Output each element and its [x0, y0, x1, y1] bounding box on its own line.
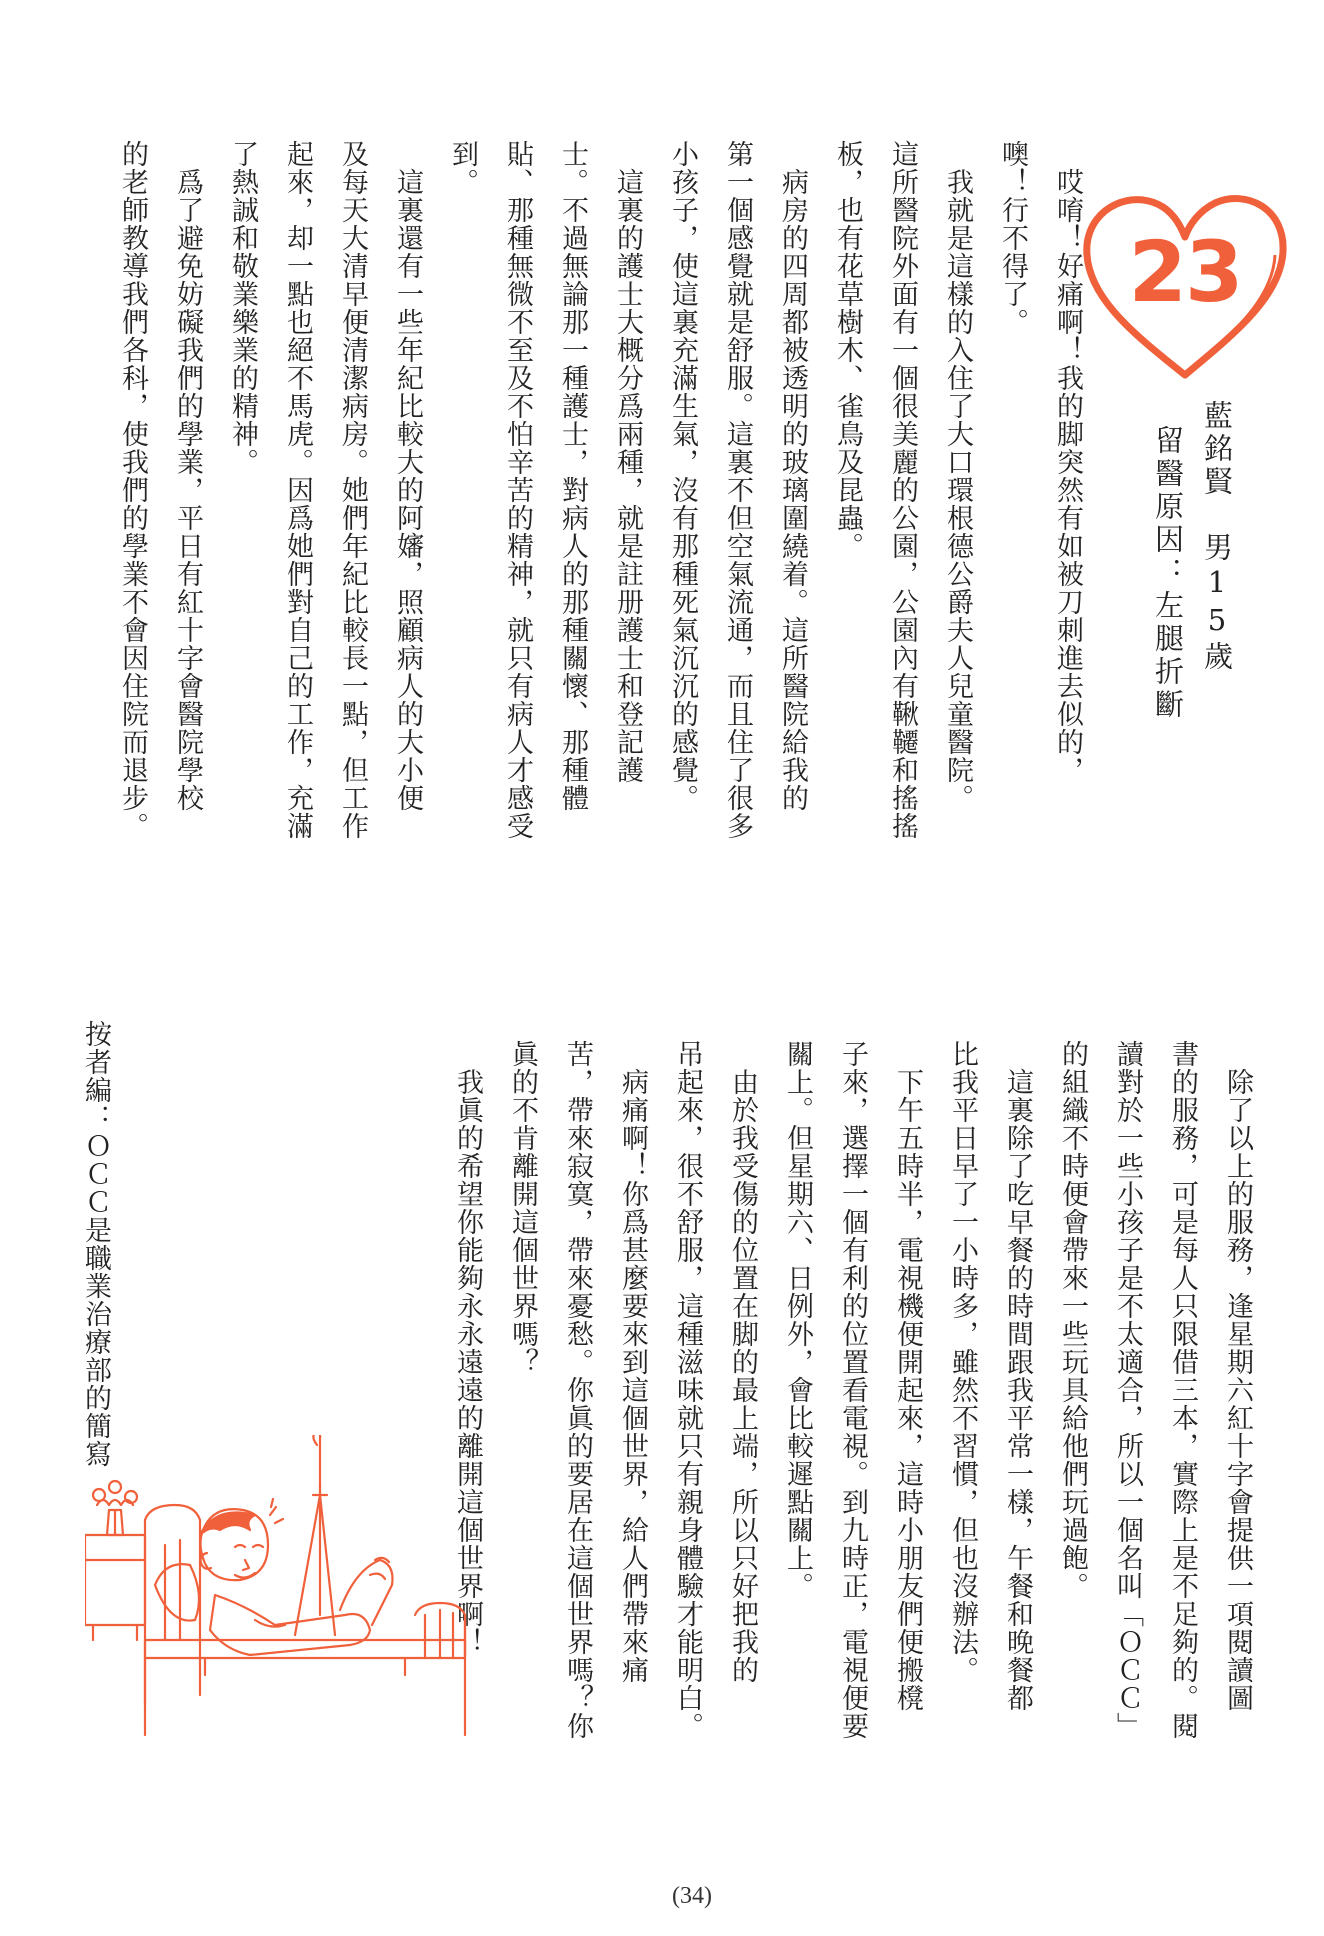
article-body-top: 哎唷！好痛啊！我的脚突然有如被刀刺進去似的， 噢！行不得了。 我就是這樣的入住了大口環根德公爵夫人兒童醫院。 這所醫院外面有一個很美麗的公園，公園內有鞦韆和搖搖 板，也有花草樹木、雀鳥及昆蟲。 病房的四周都被透明的玻璃圍繞着。這所醫院給我的 第一個感覺就是舒服。這裏不但空氣流通，而且住了很多 小孩子，使這裏充滿生氣，沒有那種死氣沉沉的感覺。 這裏的護士大概分爲兩種，就是註册護士和登記護 士。不過無論那一種護士，對病人的那種關懷、那種體 貼、那種無微不至及不怕辛苦的精神，就只有病人才感受 到。 這裏還有一些年紀比較大的阿嬸，照顧病人的大小便 及每天大清早便清潔病房。她們年紀比較長一點，但工作 起來，却一點也絕不馬虎。因爲她們對自己的工作，充滿 了熱誠和敬業樂業的精神。 爲了避免妨礙我們的學業，平日有紅十字會醫院學校 的老師教導我們各科，使我們的學業不會因住院而退步。 [117, 140, 1083, 840]
story-number: 23 [1128, 223, 1242, 321]
story-number-badge [1075, 185, 1295, 385]
page-number: (34) [672, 1883, 712, 1909]
hospital-bed-illustration [85, 1435, 475, 1745]
boy-in-hospital-bed-illustration [85, 1435, 475, 1745]
hospitalization-reason: 留醫原因：左腿折斷 [1151, 425, 1185, 722]
article-body-bottom: 除了以上的服務，逢星期六紅十字會提供一項閱讀圖 書的服務，可是每人只限借三本，實際上是不足夠的。閱 讀對於一些小孩子是不太適合，所以一個名叫「ＯＣＣ」 的組織不時便會帶來一些玩具給他們玩過飽。 這裏除了吃早餐的時間跟我平常一樣，午餐和晚餐都 比我平日早了一小時多，雖然不習慣，但也沒辦法。 下午五時半，電視機便開起來，這時小朋友們便搬櫈 子來，選擇一個有利的位置看電視。到九時正，電視便要 關上。但星期六、日例外，會比較遲點關上。 由於我受傷的位置在脚的最上端，所以只好把我的 吊起來，很不舒服，這種滋味就只有親身體驗才能明白。 病痛啊！你爲甚麼要來到這個世界，給人們帶來痛 苦，帶來寂寞，帶來憂愁。你眞的要居在這個世界嗎？你 眞的不肯離開這個世界嗎？ 我眞的希望你能夠永永遠遠的離開這個世界啊！ [452, 1040, 1253, 1740]
author-name: 藍銘賢 男 [1200, 400, 1234, 565]
author-info [1192, 400, 1242, 700]
editor-note: 按者編：ＯＣＣ是職業治療部的簡寫 [80, 1020, 111, 1468]
author-age: 15歲 [1200, 565, 1234, 674]
